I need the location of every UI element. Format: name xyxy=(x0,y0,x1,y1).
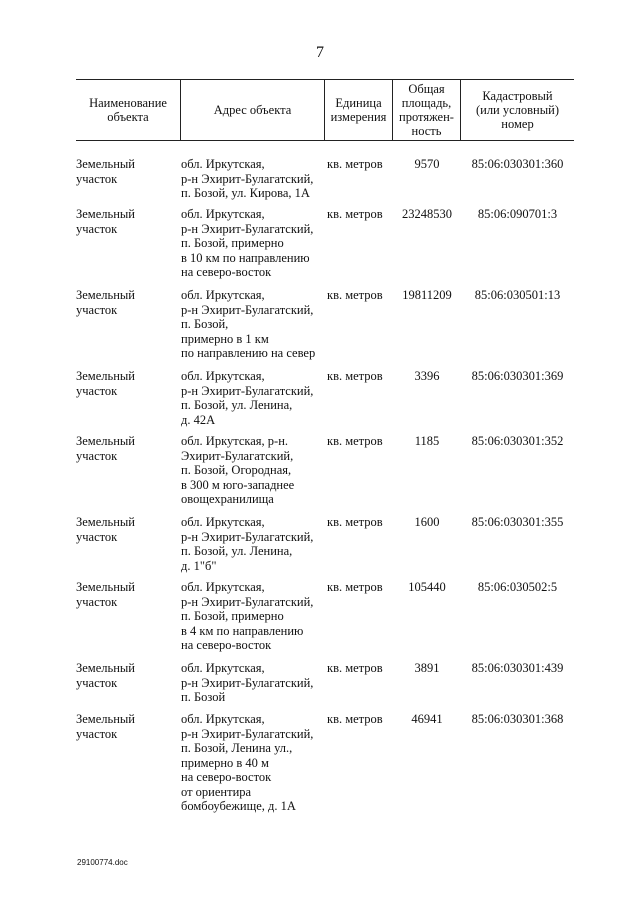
cell-area: 1185 xyxy=(414,434,440,448)
cell-cadastral-number: 85:06:090701:3 xyxy=(477,207,558,221)
cell-cadastral-number: 85:06:030501:13 xyxy=(474,288,561,302)
cell-area: 1600 xyxy=(414,515,440,529)
cell-unit: кв. метров xyxy=(327,157,383,171)
header-area: Общая площадь, протяжен- ность xyxy=(393,80,461,140)
cell-cadastral-number: 85:06:030301:439 xyxy=(471,661,564,675)
cell-address: обл. Иркутская, р-н Эхирит-Булагатский, п. Бозой, примерно в 1 км по направлению на север xyxy=(181,288,316,360)
cell-address: обл. Иркутская, р-н. Эхирит-Булагатский, п. Бозой, Огородная, в 300 м юго-западнее овощехранилища xyxy=(181,434,295,506)
footer-filename: 29100774.doc xyxy=(77,858,128,867)
cell-object-name: Земельный участок xyxy=(76,434,135,463)
cell-address: обл. Иркутская, р-н Эхирит-Булагатский, п. Бозой xyxy=(181,661,314,704)
cell-unit: кв. метров xyxy=(327,712,383,726)
cell-address: обл. Иркутская, р-н Эхирит-Булагатский, п. Бозой, примерно в 4 км по направлению на северо-восток xyxy=(181,580,314,652)
cell-cadastral-number: 85:06:030502:5 xyxy=(477,580,558,594)
header-address: Адрес объекта xyxy=(181,80,325,140)
cell-object-name: Земельный участок xyxy=(76,515,135,544)
cell-object-name: Земельный участок xyxy=(76,369,135,398)
cell-unit: кв. метров xyxy=(327,207,383,221)
header-unit: Единица измерения xyxy=(325,80,393,140)
cell-area: 46941 xyxy=(411,712,443,726)
cell-cadastral-number: 85:06:030301:368 xyxy=(471,712,564,726)
header-cadastral-number: Кадастровый (или условный) номер xyxy=(475,89,560,131)
cell-address: обл. Иркутская, р-н Эхирит-Булагатский, п. Бозой, ул. Ленина, д. 42А xyxy=(181,369,314,427)
cell-cadastral-number: 85:06:030301:352 xyxy=(471,434,564,448)
property-table xyxy=(76,79,574,813)
cell-unit: кв. метров xyxy=(327,434,383,448)
cell-object-name: Земельный участок xyxy=(76,712,135,741)
cell-address: обл. Иркутская, р-н Эхирит-Булагатский, п. Бозой, примерно в 10 км по направлению на северо-восток xyxy=(181,207,314,279)
cell-address: обл. Иркутская, р-н Эхирит-Булагатский, п. Бозой, Ленина ул., примерно в 40 м на северо-восток от ориентира бомбоубежище, д. 1А xyxy=(181,712,314,813)
cell-object-name: Земельный участок xyxy=(76,288,135,317)
cell-area: 3396 xyxy=(414,369,440,383)
cell-unit: кв. метров xyxy=(327,288,383,302)
table-header xyxy=(76,79,574,141)
cell-address: обл. Иркутская, р-н Эхирит-Булагатский, п. Бозой, ул. Ленина, д. 1"б" xyxy=(181,515,314,573)
cell-unit: кв. метров xyxy=(327,580,383,594)
cell-cadastral-number: 85:06:030301:369 xyxy=(471,369,564,383)
cell-cadastral-number: 85:06:030301:360 xyxy=(471,157,564,171)
cell-address: обл. Иркутская, р-н Эхирит-Булагатский, п. Бозой, ул. Кирова, 1А xyxy=(181,157,314,200)
header-object-name: Наименование объекта xyxy=(76,80,181,140)
page-number: 7 xyxy=(316,44,324,61)
cell-object-name: Земельный участок xyxy=(76,580,135,609)
cell-area: 23248530 xyxy=(402,207,452,221)
cell-object-name: Земельный участок xyxy=(76,661,135,690)
cell-area: 3891 xyxy=(414,661,440,675)
cell-area: 19811209 xyxy=(402,288,452,302)
cell-object-name: Земельный участок xyxy=(76,157,135,186)
cell-unit: кв. метров xyxy=(327,369,383,383)
cell-unit: кв. метров xyxy=(327,661,383,675)
cell-area: 105440 xyxy=(408,580,446,594)
cell-unit: кв. метров xyxy=(327,515,383,529)
cell-cadastral-number: 85:06:030301:355 xyxy=(471,515,564,529)
cell-object-name: Земельный участок xyxy=(76,207,135,236)
cell-area: 9570 xyxy=(414,157,440,171)
